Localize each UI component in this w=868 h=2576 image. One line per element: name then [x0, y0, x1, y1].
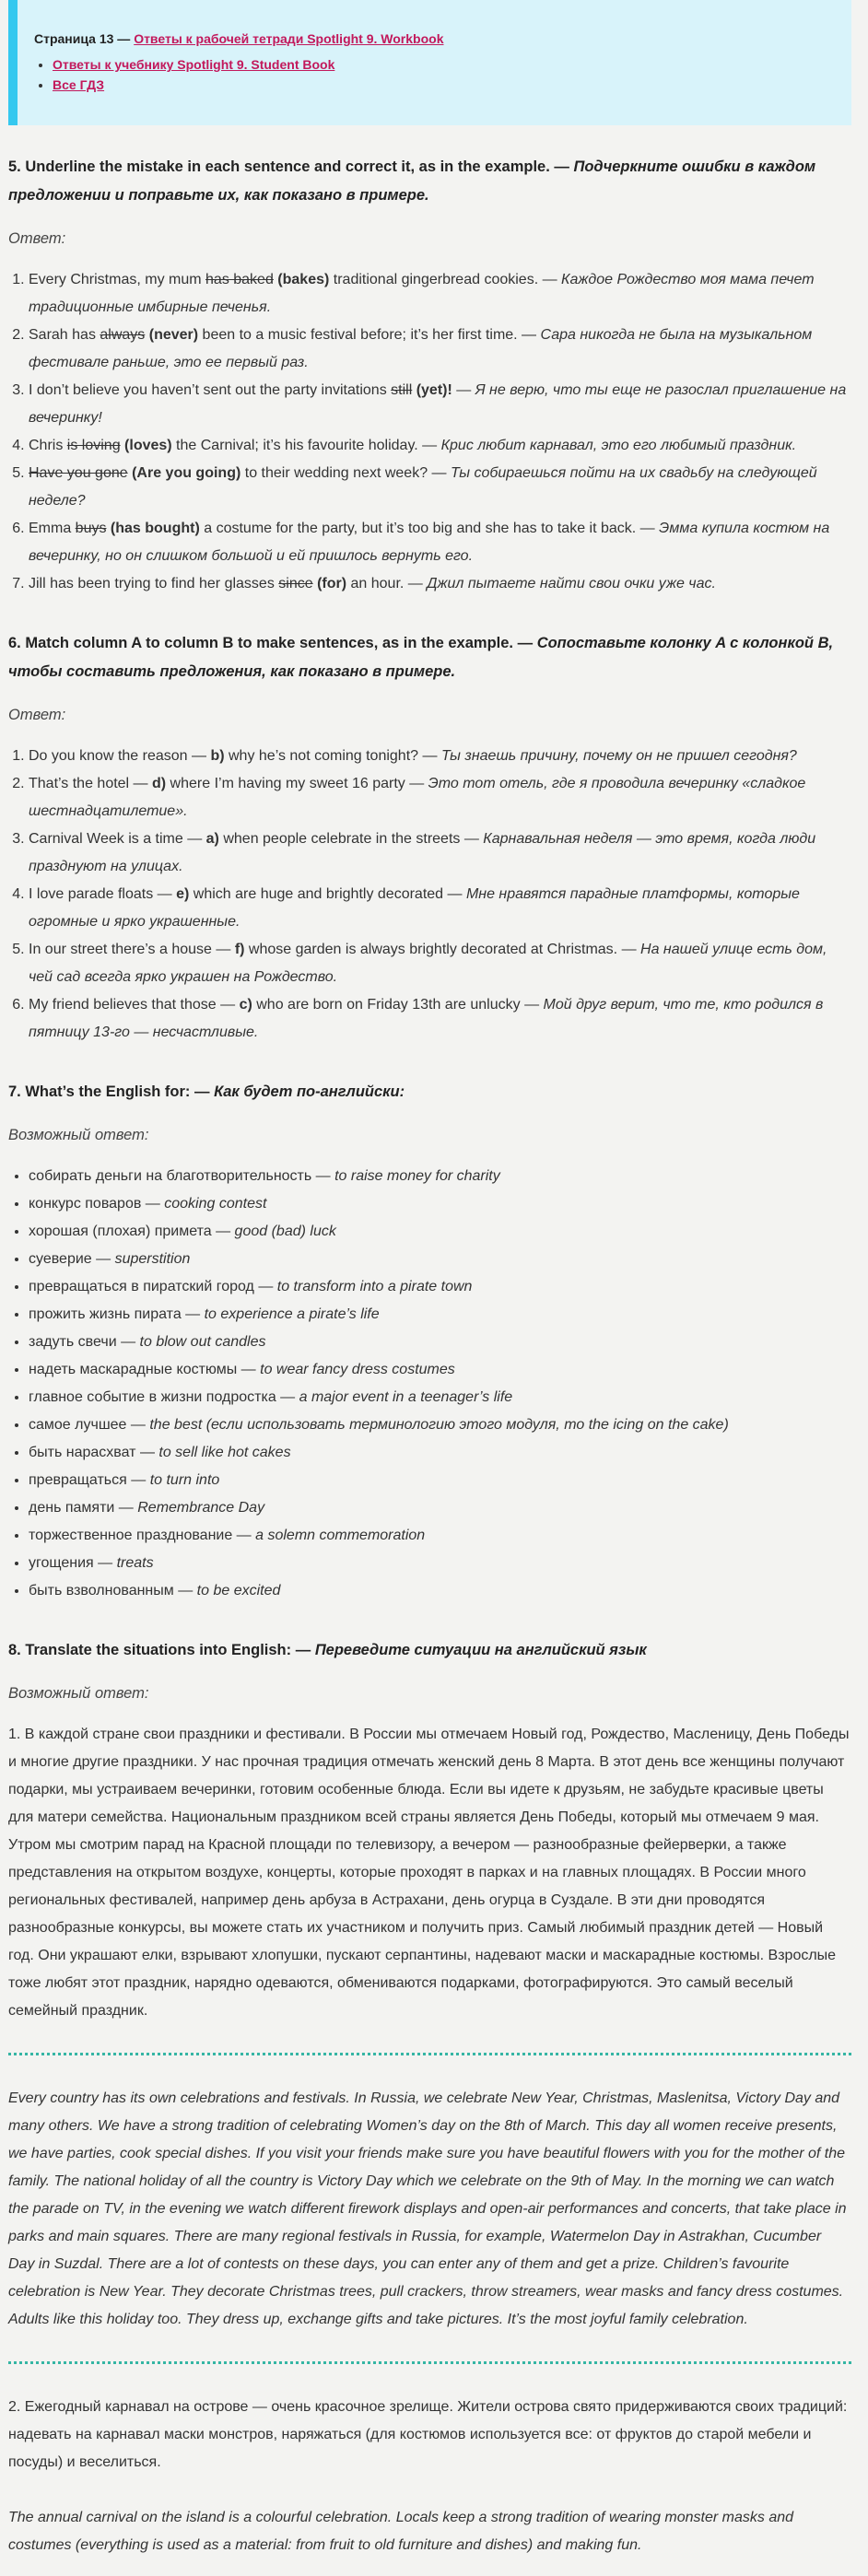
- list-item: • быть нарасхват — to sell like hot cakes: [29, 1439, 851, 1467]
- divider: [8, 2361, 851, 2364]
- list-item: 4. Chris is loving (loves) the Carnival; it’s his favourite holiday. — Крис любит карнавал, это его любимый праздник.: [29, 432, 851, 460]
- list-item: 6. My friend believes that those — c) who are born on Friday 13th are unlucky — Мой друг верит, что те, кто родился в пятницу 13-го — несчастливые.: [29, 991, 851, 1047]
- exercise-6-answer-label: Ответ:: [8, 707, 66, 723]
- list-item: 2. Sarah has always (never) been to a music festival before; it’s her first time. — Сара никогда не была на музыкальном фестивале раньше, это ее первый раз.: [29, 322, 851, 377]
- exercise-5-title-en: 5. Underline the mistake in each sentence and correct it, as in the example. —: [8, 158, 569, 175]
- list-item: 3. I don’t believe you haven’t sent out the party invitations still (yet)! — Я не верю, что ты еще не разослал приглашение на вечеринку!: [29, 377, 851, 432]
- list-item: • превращаться — to turn into: [29, 1467, 851, 1494]
- exercise-8-answer-label: Возможный ответ:: [8, 1685, 149, 1702]
- exercise-5-answer-label: Ответ:: [8, 230, 66, 247]
- list-item: • хорошая (плохая) примета — good (bad) luck: [29, 1218, 851, 1246]
- list-item: 2. That’s the hotel — d) where I’m having my sweet 16 party — Это тот отель, где я проводила вечеринку «сладкое шестнадцатилетие».: [29, 770, 851, 825]
- exercise-7-answer-label: Возможный ответ:: [8, 1127, 149, 1143]
- exercise-6-title-en: 6. Match column A to column B to make sentences, as in the example. —: [8, 635, 534, 651]
- exercise-7-title-ru: Как будет по-английски:: [214, 1083, 405, 1100]
- exercise-6: [8, 629, 851, 1047]
- situation-2-russian: 2. Ежегодный карнавал на острове — очень красочное зрелище. Жители острова свято придерживаются своих традиций: надевать на карнавал маски монстров, наряжаться (для костюмов используется все: от фруктов до старой мебели и посуды) и веселиться.: [8, 2399, 848, 2470]
- exercise-8-title-ru: Переведите ситуации на английский язык: [314, 1642, 647, 1658]
- info-box: [8, 0, 851, 125]
- list-item: • собирать деньги на благотворительность — to raise money for charity: [29, 1163, 851, 1190]
- divider: [8, 2053, 851, 2055]
- related-link-item: [53, 57, 833, 72]
- exercise-6-list: [8, 743, 851, 1047]
- list-item: • день памяти — Remembrance Day: [29, 1494, 851, 1522]
- list-item: 5. Have you gone (Are you going) to their wedding next week? — Ты собираешься пойти на их свадьбу на следующей неделе?: [29, 460, 851, 515]
- list-item: • главное событие в жизни подростка — a major event in a teenager’s life: [29, 1384, 851, 1411]
- exercise-5-list: [8, 266, 851, 598]
- workbook-answers-link[interactable]: Ответы к рабочей тетради Spotlight 9. Workbook: [134, 31, 444, 46]
- list-item: 1. Every Christmas, my mum has baked (bakes) traditional gingerbread cookies. — Каждое Рождество моя мама печет традиционные имбирные печенья.: [29, 266, 851, 322]
- list-item: • задуть свечи — to blow out candles: [29, 1329, 851, 1356]
- related-links-list: [34, 57, 833, 92]
- page-prefix: Страница 13 —: [34, 31, 131, 46]
- exercise-6-title-ru: Сопоставьте колонку A с колонкой B, чтобы составить предложения, как показано в примере.: [8, 635, 834, 680]
- list-item: 4. I love parade floats — e) which are huge and brightly decorated — Мне нравятся парадные платформы, которые огромные и ярко украшенные.: [29, 881, 851, 936]
- page-navigation-line: [34, 31, 833, 46]
- list-item: 3. Carnival Week is a time — a) when people celebrate in the streets — Карнавальная неделя — это время, когда люди празднуют на улицах.: [29, 825, 851, 881]
- list-item: • превращаться в пиратский город — to transform into a pirate town: [29, 1273, 851, 1301]
- exercise-7-title-en: 7. What’s the English for: —: [8, 1083, 210, 1100]
- list-item: • прожить жизнь пирата — to experience a pirate’s life: [29, 1301, 851, 1329]
- student-book-answers-link[interactable]: Ответы к учебнику Spotlight 9. Student Book: [53, 57, 335, 72]
- list-item: 7. Jill has been trying to find her glasses since (for) an hour. — Джил пытаете найти свои очки уже час.: [29, 570, 851, 598]
- list-item: • угощения — treats: [29, 1550, 851, 1577]
- list-item: • самое лучшее — the best (если использовать терминологию этого модуля, то the icing on the cake): [29, 1411, 851, 1439]
- exercise-8-heading: [8, 1636, 851, 1665]
- related-link-item: [53, 77, 833, 92]
- list-item: 1. Do you know the reason — b) why he’s not coming tonight? — Ты знаешь причину, почему он не пришел сегодня?: [29, 743, 851, 770]
- exercise-7-list: [8, 1163, 851, 1605]
- list-item: • торжественное празднование — a solemn commemoration: [29, 1522, 851, 1550]
- exercise-8: [8, 1636, 851, 2559]
- list-item: • суеверие — superstition: [29, 1246, 851, 1273]
- list-item: 5. In our street there’s a house — f) whose garden is always brightly decorated at Christmas. — На нашей улице есть дом, чей сад всегда ярко украшен на Рождество.: [29, 936, 851, 991]
- exercise-5-title-ru: Подчеркните ошибки в каждом предложении и поправьте их, как показано в примере.: [8, 158, 816, 204]
- list-item: • конкурс поваров — cooking contest: [29, 1190, 851, 1218]
- exercise-5: [8, 153, 851, 598]
- exercise-6-heading: [8, 629, 851, 686]
- situation-2-english: The annual carnival on the island is a colourful celebration. Locals keep a strong tradition of wearing monster masks and costumes (everything is used as a material: from fruit to old furniture and dishes) and making fun.: [8, 2510, 794, 2553]
- list-item: 6. Emma buys (has bought) a costume for the party, but it’s too big and she has to take it back. — Эмма купила костюм на вечеринку, но он слишком большой и ей пришлось вернуть его.: [29, 515, 851, 570]
- list-item: • надеть маскарадные костюмы — to wear fancy dress costumes: [29, 1356, 851, 1384]
- exercise-8-title-en: 8. Translate the situations into English: —: [8, 1642, 311, 1658]
- exercise-7-heading: [8, 1078, 851, 1107]
- exercise-5-heading: [8, 153, 851, 210]
- situation-1-english: Every country has its own celebrations and festivals. In Russia, we celebrate New Year, Christmas, Maslenitsa, Victory Day and many others. We have a strong tradition of celebrating Women’s day on the 8th of March. This day all women receive presents, we have parties, cook special dishes. If you visit your friends make sure you have beautiful flowers with you for the mother of the family. The national holiday of all the country is Victory Day which we celebrate on the 9th of May. In the morning we can watch the parade on TV, in the evening we watch different firework displays and open-air performances and concerts, that take place in parks and main squares. There are many regional festivals in Russia, for example, Watermelon Day in Astrakhan, Cucumber Day in Suzdal. There are a lot of contests on these days, you can enter any of them and get a prize. Children’s favourite celebration is New Year. They decorate Christmas trees, pull crackers, throw streamers, wear masks and fancy dress costumes. Adults like this holiday too. They dress up, exchange gifts and take pictures. It’s the most joyful family celebration.: [8, 2090, 847, 2327]
- exercise-7: [8, 1078, 851, 1605]
- all-gdz-link[interactable]: Все ГДЗ: [53, 77, 105, 92]
- situation-1-russian: 1. В каждой стране свои праздники и фестивали. В России мы отмечаем Новый год, Рождество, Масленицу, День Победы и многие другие праздники. У нас прочная традиция отмечать женский день 8 Марта. В этот день все женщины получают подарки, мы устраиваем вечеринки, готовим особенные блюда. Если вы идете к друзьям, не забудьте красивые цветы для матери семейства. Национальным праздником всей страны является День Победы, который мы отмечаем 9 мая. Утром мы смотрим парад на Красной площади по телевизору, а вечером — разнообразные фейерверки, а также представления на открытом воздухе, концерты, которые проходят в парках и на главных площадях. В России много региональных фестивалей, например день арбуза в Астрахани, день огурца в Суздале. В эти дни проводятся разнообразные конкурсы, вы можете стать их участником и получить приз. Самый любимый праздник детей — Новый год. Они украшают елки, взрывают хлопушки, пускают серпантины, надевают маски и маскарадные костюмы. Взрослые тоже любят этот праздник, нарядно одеваются, обмениваются подарками, фотографируются. Это самый веселый семейный праздник.: [8, 1727, 850, 2019]
- list-item: • быть взволнованным — to be excited: [29, 1577, 851, 1605]
